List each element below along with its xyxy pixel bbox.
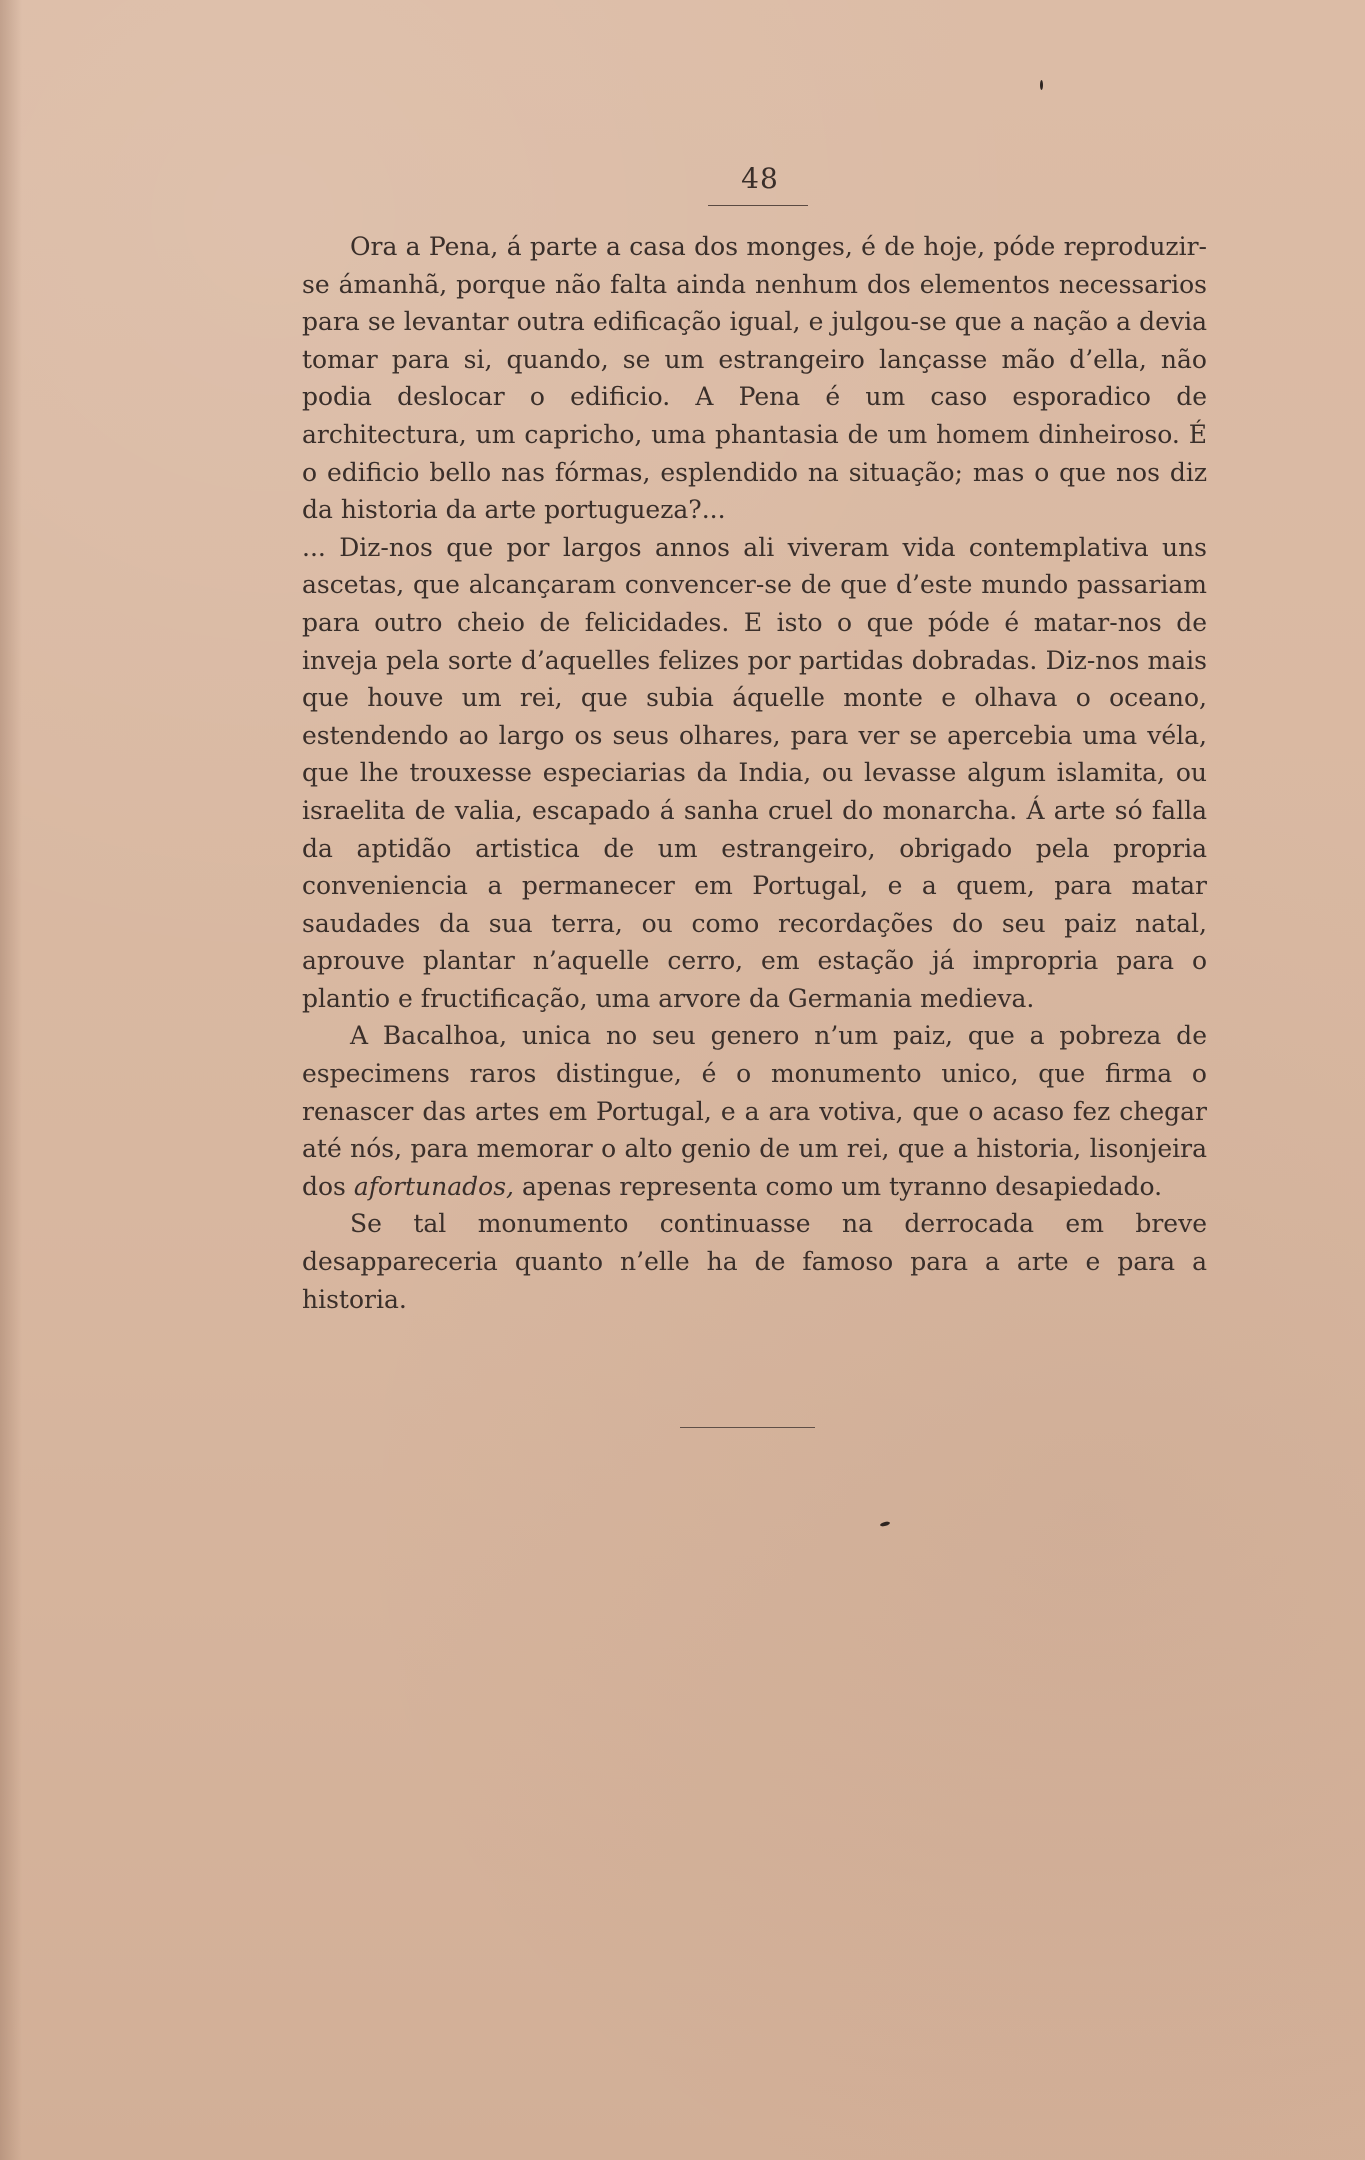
paragraph: Ora a Pena, á parte a casa dos monges, é de hoje, póde reproduzir-se ámanhã, porque não falta ainda nenhum dos elementos necessarios para se levantar outra edificação igual, e julgou-se que a nação a devia tomar para si, quando, se um estrangeiro lançasse mão d’ella, não podia deslocar o edificio. A Pena é um caso esporadico de architectura, um capricho, uma phantasia de um homem dinheiroso. É o edificio bello nas fórmas, esplendido na situação; mas o que nos diz da historia da arte portugueza?... — [302, 232, 1207, 525]
paragraph-text: apenas representa como um tyranno desapiedado. — [514, 1171, 1163, 1201]
page-edge-shadow — [0, 0, 22, 2160]
italic-word: afortunados, — [353, 1171, 514, 1201]
page-number: 48 — [741, 162, 779, 195]
body-text — [302, 228, 1207, 1318]
ink-speck — [880, 1521, 891, 1527]
paragraph: ... Diz-nos que por largos annos ali viveram vida contemplativa uns ascetas, que alcançaram convencer-se de que d’este mundo passariam para outro cheio de felicidades. E isto o que póde é matar-nos de inveja pela sorte d’aquelles felizes por partidas dobradas. Diz-nos mais que houve um rei, que subia áquelle monte e olhava o oceano, estendendo ao largo os seus olhares, para ver se apercebia uma véla, que lhe trouxesse especiarias da India, ou levasse algum islamita, ou israelita de valia, escapado á sanha cruel do monarcha. Á arte só falla da aptidão artistica de um estrangeiro, obrigado pela propria conveniencia a permanecer em Portugal, e a quem, para matar saudades da sua terra, ou como recordações do seu paiz natal, aprouve plantar n’aquelle cerro, em estação já impropria para o plantio e fructificação, uma arvore da Germania medieva. — [302, 532, 1207, 1013]
page-number-rule — [708, 205, 808, 206]
paragraph: Se tal monumento continuasse na derrocada em breve desappareceria quanto n’elle ha de famoso para a arte e para a historia. — [302, 1209, 1207, 1314]
section-end-rule — [680, 1427, 815, 1428]
ink-speck — [1040, 80, 1043, 90]
paragraph-text: A Bacalhoa, unica no seu genero n’um paiz, que a pobreza de especimens raros distingue, é o monumento unico, que firma o renascer das artes em Portugal, e a ara votiva, que o acaso fez chegar até nós, para memorar o alto genio de um rei, que a historia, lisonjeira dos — [302, 1021, 1207, 1201]
paragraph-with-emphasis — [302, 1017, 1207, 1205]
